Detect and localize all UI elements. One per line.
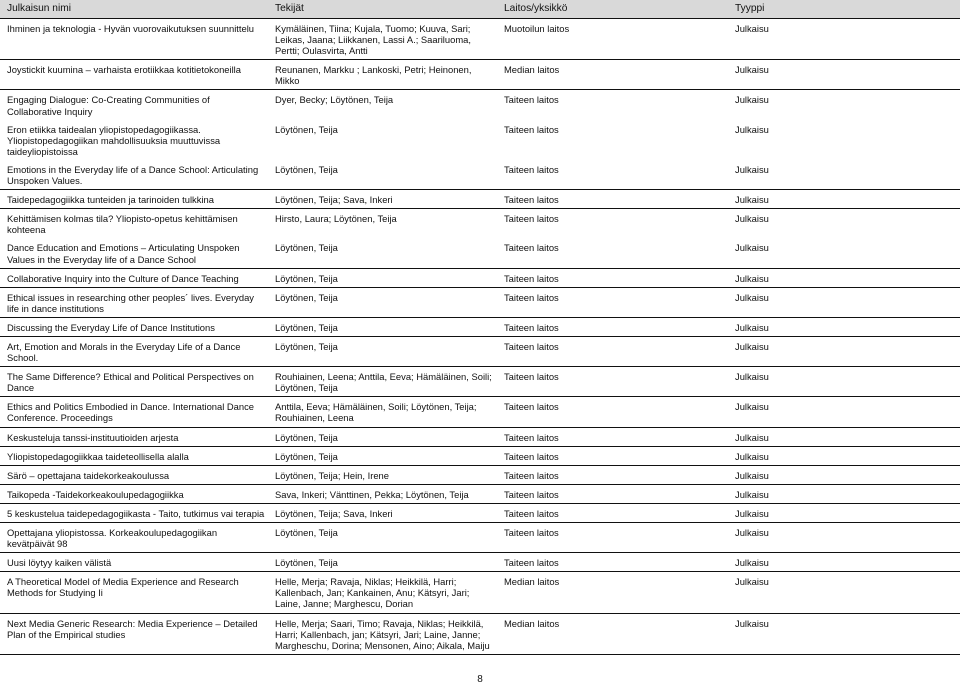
cell-unit: Taiteen laitos	[499, 190, 728, 209]
header-unit: Laitos/yksikkö	[499, 0, 728, 19]
cell-authors: Löytönen, Teija; Hein, Irene	[269, 465, 499, 484]
table-row	[0, 503, 960, 522]
table-row	[0, 90, 960, 120]
cell-type: Julkaisu	[728, 465, 960, 484]
cell-authors: Löytönen, Teija	[269, 553, 499, 572]
cell-title: Collaborative Inquiry into the Culture of Dance Teaching	[0, 268, 269, 287]
table-row	[0, 484, 960, 503]
cell-authors: Löytönen, Teija	[269, 336, 499, 366]
table-row	[0, 613, 960, 654]
cell-unit: Taiteen laitos	[499, 503, 728, 522]
cell-type: Julkaisu	[728, 397, 960, 427]
table-row	[0, 572, 960, 613]
cell-title: Ethical issues in researching other peoples´ lives. Everyday life in dance institutions	[0, 287, 269, 317]
cell-authors: Löytönen, Teija; Sava, Inkeri	[269, 503, 499, 522]
table-row	[0, 427, 960, 446]
table-row	[0, 397, 960, 427]
cell-unit: Taiteen laitos	[499, 465, 728, 484]
cell-title: Engaging Dialogue: Co-Creating Communities of Collaborative Inquiry	[7, 94, 210, 117]
cell-type: Julkaisu	[728, 367, 960, 397]
table-row	[0, 60, 960, 90]
cell-type: Julkaisu	[728, 553, 960, 572]
cell-authors: Helle, Merja; Saari, Timo; Ravaja, Niklas; Heikkilä, Harri; Kallenbach, jan; Kätsyri, Jari; Laine, Janne; Margheschu, Dorina; Mensonen, Aino; Aikala, Maiju	[269, 613, 499, 654]
table-row	[0, 553, 960, 572]
cell-title: Dance Education and Emotions – Articulating Unspoken Values in the Everyday life of a Dance School	[0, 238, 269, 268]
cell-authors: Löytönen, Teija; Sava, Inkeri	[269, 190, 499, 209]
cell-title: A Theoretical Model of Media Experience and Research Methods for Studying Ii	[0, 572, 269, 613]
cell-unit: Muotoilun laitos	[499, 19, 728, 60]
cell-title: Uusi löytyy kaiken välistä	[0, 553, 269, 572]
cell-authors: Kymäläinen, Tiina; Kujala, Tuomo; Kuuva, Sari; Leikas, Jaana; Liikkanen, Lassi A.; Saariluoma, Pertti; Oulasvirta, Antti	[269, 19, 499, 60]
table-row	[0, 336, 960, 366]
cell-title: Kehittämisen kolmas tila? Yliopisto-opetus kehittämisen kohteena	[7, 213, 238, 236]
table-row	[0, 238, 960, 268]
table-row	[0, 317, 960, 336]
cell-unit: Taiteen laitos	[504, 123, 559, 135]
cell-title: Taidepedagogiikka tunteiden ja tarinoiden tulkkina	[0, 190, 269, 209]
cell-title: Discussing the Everyday Life of Dance Institutions	[0, 317, 269, 336]
cell-authors: Löytönen, Teija	[269, 427, 499, 446]
table-row	[0, 446, 960, 465]
cell-authors: Löytönen, Teija	[269, 160, 499, 190]
cell-authors: Anttila, Eeva; Hämäläinen, Soili; Löytönen, Teija; Rouhiainen, Leena	[269, 397, 499, 427]
header-type: Tyyppi	[728, 0, 960, 19]
cell-type: Julkaisu	[728, 60, 960, 90]
cell-unit: Taiteen laitos	[499, 287, 728, 317]
cell-title: Taikopeda -Taidekorkeakoulupedagogiikka	[0, 484, 269, 503]
cell-type: Julkaisu	[735, 213, 769, 225]
cell-title: Opettajana yliopistossa. Korkeakoulupedagogiikan kevätpäivät 98	[0, 523, 269, 553]
table-row	[0, 523, 960, 553]
cell-type: Julkaisu	[728, 317, 960, 336]
header-title: Julkaisun nimi	[0, 0, 269, 19]
cell-title: Yliopistopedagogiikkaa taideteollisella alalla	[0, 446, 269, 465]
cell-type: Julkaisu	[728, 268, 960, 287]
cell-authors: Hirsto, Laura; Löytönen, Teija	[275, 213, 397, 225]
cell-title: Särö – opettajana taidekorkeakoulussa	[0, 465, 269, 484]
cell-type: Julkaisu	[728, 190, 960, 209]
cell-authors: Rouhiainen, Leena; Anttila, Eeva; Hämäläinen, Soili; Löytönen, Teija	[269, 367, 499, 397]
cell-title: Joystickit kuumina – varhaista erotiikkaa kotitietokoneilla	[0, 60, 269, 90]
cell-unit: Median laitos	[499, 613, 728, 654]
table-row	[0, 367, 960, 397]
cell-authors: Dyer, Becky; Löytönen, Teija	[275, 94, 394, 106]
cell-authors: Sava, Inkeri; Vänttinen, Pekka; Löytönen, Teija	[269, 484, 499, 503]
cell-type: Julkaisu	[735, 123, 769, 135]
cell-type: Julkaisu	[728, 484, 960, 503]
cell-unit: Taiteen laitos	[504, 213, 559, 225]
page-number: 8	[477, 674, 483, 685]
header-authors: Tekijät	[269, 0, 499, 19]
cell-unit: Taiteen laitos	[499, 238, 728, 268]
table-row	[0, 160, 960, 190]
cell-unit: Taiteen laitos	[499, 160, 728, 190]
table-body	[0, 19, 960, 655]
cell-unit: Taiteen laitos	[499, 484, 728, 503]
cell-unit: Taiteen laitos	[499, 336, 728, 366]
cell-title: The Same Difference? Ethical and Political Perspectives on Dance	[0, 367, 269, 397]
cell-type: Julkaisu	[728, 287, 960, 317]
cell-type: Julkaisu	[728, 446, 960, 465]
cell-title: 5 keskustelua taidepedagogiikasta - Taito, tutkimus vai terapia	[0, 503, 269, 522]
cell-title: Ihminen ja teknologia - Hyvän vuorovaikutuksen suunnittelu	[0, 19, 269, 60]
cell-type: Julkaisu	[728, 19, 960, 60]
table-row	[0, 190, 960, 209]
table-row	[0, 209, 960, 239]
cell-type: Julkaisu	[735, 94, 769, 106]
cell-title: Keskusteluja tanssi-instituutioiden arjesta	[0, 427, 269, 446]
table-row	[0, 287, 960, 317]
cell-unit: Taiteen laitos	[499, 367, 728, 397]
cell-title: Next Media Generic Research: Media Experience – Detailed Plan of the Empirical studies	[0, 613, 269, 654]
cell-type: Julkaisu	[728, 238, 960, 268]
cell-unit: Median laitos	[499, 60, 728, 90]
cell-type: Julkaisu	[728, 503, 960, 522]
cell-type: Julkaisu	[728, 160, 960, 190]
cell-title: Art, Emotion and Morals in the Everyday Life of a Dance School.	[0, 336, 269, 366]
cell-authors: Löytönen, Teija	[269, 238, 499, 268]
cell-type: Julkaisu	[728, 523, 960, 553]
cell-unit: Taiteen laitos	[499, 427, 728, 446]
table-row	[0, 268, 960, 287]
cell-unit: Taiteen laitos	[499, 268, 728, 287]
cell-unit: Taiteen laitos	[499, 317, 728, 336]
cell-authors: Helle, Merja; Ravaja, Niklas; Heikkilä, Harri; Kallenbach, Jan; Kankainen, Anu; Kätsyri, Jari; Laine, Janne; Marghescu, Dorian	[269, 572, 499, 613]
cell-unit: Median laitos	[499, 572, 728, 613]
table-row	[0, 19, 960, 60]
cell-type: Julkaisu	[728, 427, 960, 446]
cell-type: Julkaisu	[728, 336, 960, 366]
cell-authors: Löytönen, Teija	[269, 317, 499, 336]
cell-authors: Löytönen, Teija	[275, 123, 338, 135]
cell-type: Julkaisu	[728, 572, 960, 613]
cell-authors: Löytönen, Teija	[269, 446, 499, 465]
table-header-row	[0, 0, 960, 19]
table-row	[0, 120, 960, 160]
table-row	[0, 465, 960, 484]
cell-unit: Taiteen laitos	[499, 553, 728, 572]
cell-unit: Taiteen laitos	[499, 397, 728, 427]
cell-type: Julkaisu	[728, 613, 960, 654]
cell-title: Eron etiikka taidealan yliopistopedagogiikassa. Yliopistopedagogiikan mahdollisuuksia muuttuvissa taideyliopistoissa	[7, 123, 221, 157]
cell-unit: Taiteen laitos	[499, 446, 728, 465]
cell-unit: Taiteen laitos	[504, 94, 559, 106]
cell-authors: Reunanen, Markku ; Lankoski, Petri; Heinonen, Mikko	[269, 60, 499, 90]
cell-authors: Löytönen, Teija	[269, 268, 499, 287]
cell-authors: Löytönen, Teija	[269, 287, 499, 317]
cell-title: Emotions in the Everyday life of a Dance School: Articulating Unspoken Values.	[0, 160, 269, 190]
cell-title: Ethics and Politics Embodied in Dance. International Dance Conference. Proceedings	[0, 397, 269, 427]
cell-unit: Taiteen laitos	[499, 523, 728, 553]
cell-authors: Löytönen, Teija	[269, 523, 499, 553]
